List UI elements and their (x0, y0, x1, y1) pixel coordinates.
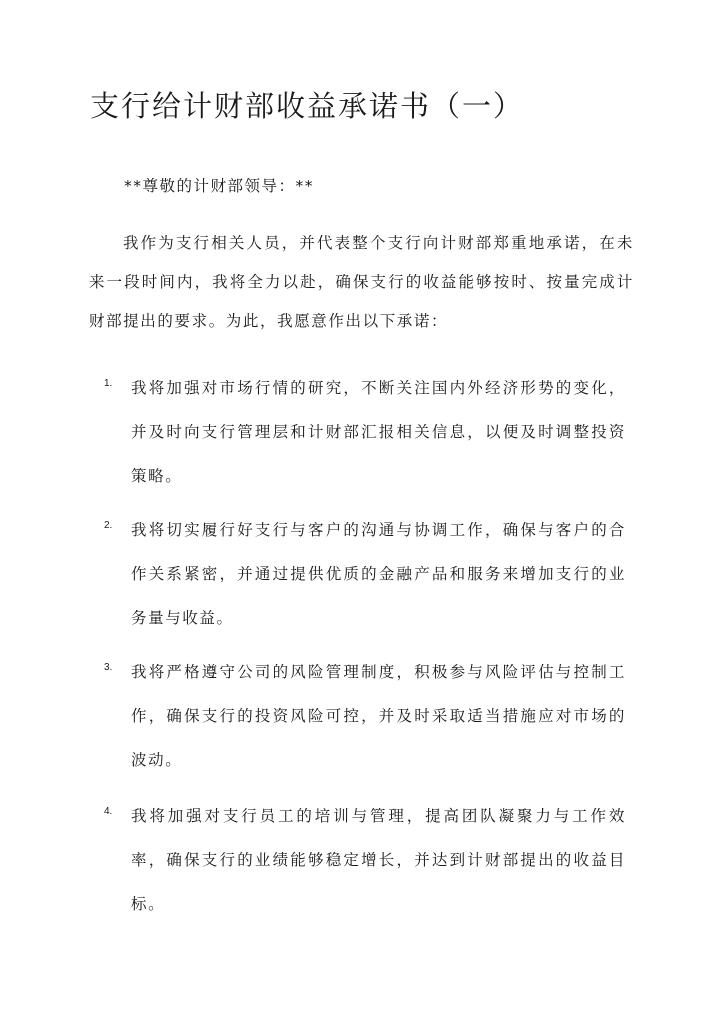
list-item-number: 3. (104, 662, 113, 673)
list-item-text: 我将严格遵守公司的风险管理制度，积极参与风险评估与控制工作，确保支行的投资风险可控，并及时采取适当措施应对市场的波动。 (131, 663, 626, 769)
list-item (104, 794, 634, 926)
list-item-text: 我将加强对支行员工的培训与管理，提高团队凝聚力与工作效率，确保支行的业绩能够稳定增长，并达到计财部提出的收益目标。 (131, 807, 626, 913)
list-item-number: 4. (104, 806, 113, 817)
list-item-number: 2. (104, 520, 113, 531)
list-item (104, 366, 634, 498)
intro-paragraph: 我作为支行相关人员，并代表整个支行向计财部郑重地承诺，在未来一段时间内，我将全力以赴，确保支行的收益能够按时、按量完成计财部提出的要求。为此，我愿意作出以下承诺： (89, 234, 634, 330)
list-item (104, 508, 634, 640)
list-item-text: 我将加强对市场行情的研究，不断关注国内外经济形势的变化，并及时向支行管理层和计财部汇报相关信息，以便及时调整投资策略。 (131, 379, 626, 485)
list-item-number: 1. (104, 378, 113, 389)
list-item (104, 650, 634, 782)
document-title: 支行给计财部收益承诺书（一） (90, 89, 525, 123)
list-item-text: 我将切实履行好支行与客户的沟通与协调工作，确保与客户的合作关系紧密，并通过提供优质的金融产品和服务来增加支行的业务量与收益。 (131, 521, 626, 627)
salutation: **尊敬的计财部领导：** (124, 177, 315, 195)
